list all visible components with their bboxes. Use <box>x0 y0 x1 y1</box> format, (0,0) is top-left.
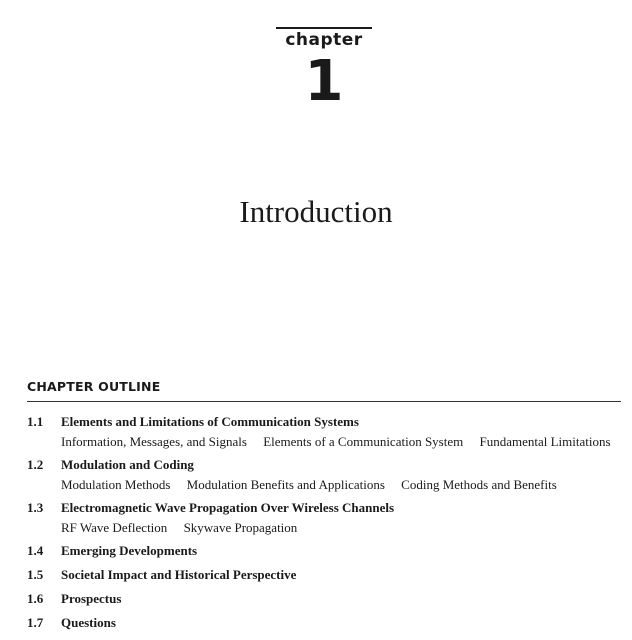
subsection-label: Skywave Propagation <box>183 520 298 535</box>
subsection-label: Coding Methods and Benefits <box>401 477 557 492</box>
section-number: 1.3 <box>27 500 44 515</box>
outline-rule <box>27 401 621 402</box>
section-title: Prospectus <box>61 591 122 606</box>
outline-item-1-1 <box>27 412 621 451</box>
section-number: 1.4 <box>27 543 44 558</box>
section-number: 1.2 <box>27 457 44 472</box>
section-number: 1.6 <box>27 591 44 606</box>
chapter-number: 1 <box>304 49 344 114</box>
subsection-label: Modulation Methods <box>61 477 171 492</box>
subsection-label: Information, Messages, and Signals <box>61 434 247 449</box>
section-number: 1.7 <box>27 615 44 630</box>
subsection-label: Modulation Benefits and Applications <box>186 477 385 492</box>
subsection-label: Fundamental Limitations <box>479 434 611 449</box>
subsection-label: Elements of a Communication System <box>263 434 464 449</box>
section-title: Emerging Developments <box>61 543 198 558</box>
section-number: 1.1 <box>27 414 44 429</box>
section-title: Modulation and Coding <box>61 457 194 472</box>
subsection-label: RF Wave Deflection <box>61 520 168 535</box>
outline-item-1-6 <box>27 589 621 609</box>
section-title: Questions <box>61 615 116 630</box>
outline-item-1-7 <box>27 613 621 633</box>
outline-item-1-4 <box>27 541 621 561</box>
section-title: Elements and Limitations of Communication Systems <box>61 414 359 429</box>
outline-list <box>27 412 621 637</box>
subsection-list <box>27 518 621 537</box>
section-number: 1.5 <box>27 567 44 582</box>
subsection-list <box>27 475 621 494</box>
outline-item-1-5 <box>27 565 621 585</box>
outline-heading: CHAPTER OUTLINE <box>27 379 161 394</box>
outline-item-1-2 <box>27 455 621 494</box>
section-title: Societal Impact and Historical Perspective <box>61 567 297 582</box>
chapter-label: chapter <box>285 30 363 50</box>
outline-item-1-3 <box>27 498 621 537</box>
section-title: Electromagnetic Wave Propagation Over Wireless Channels <box>61 500 395 515</box>
subsection-list <box>27 432 621 451</box>
chapter-title: Introduction <box>239 194 393 229</box>
